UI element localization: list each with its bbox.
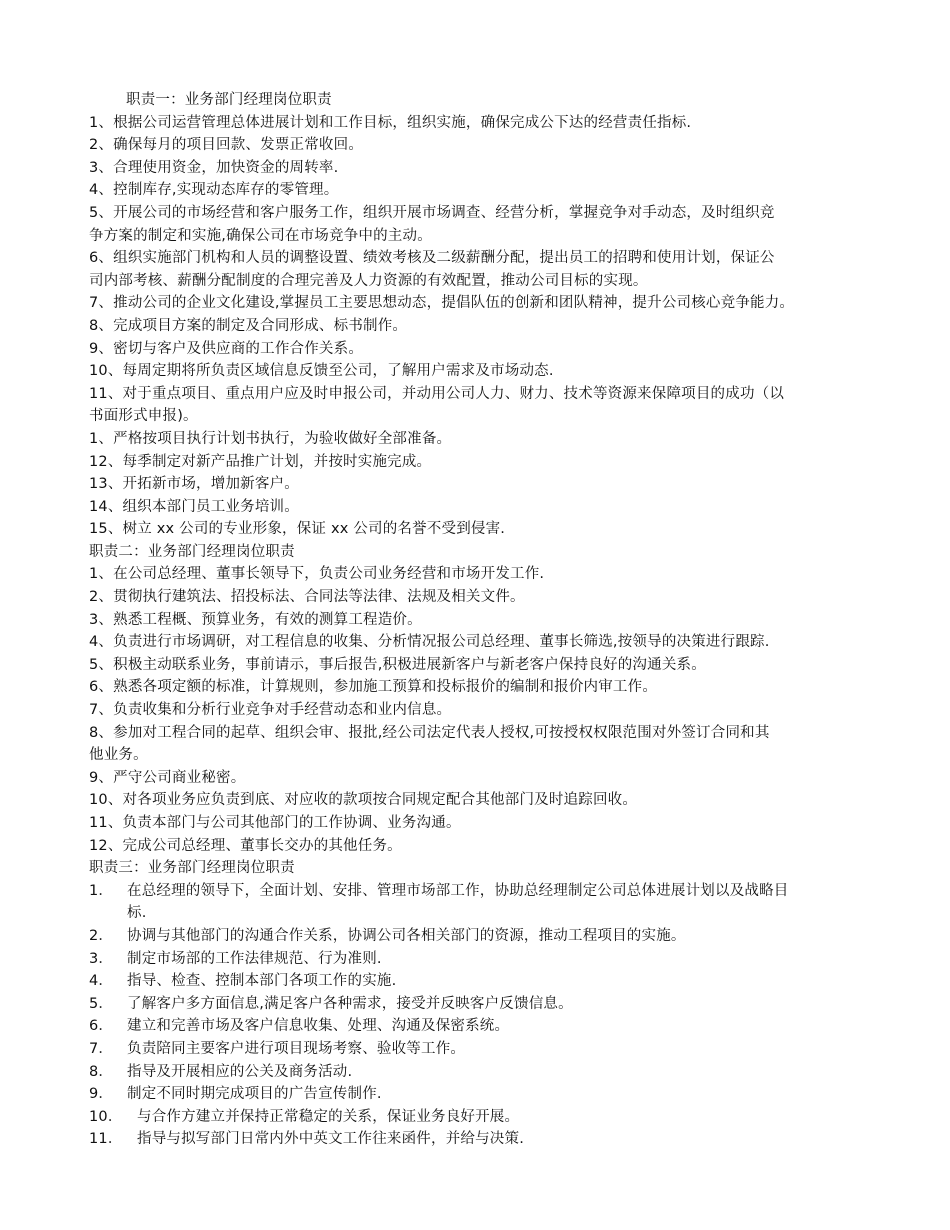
section-2-list <box>89 563 869 857</box>
numbered-item <box>89 970 869 993</box>
item-number: 6． <box>89 1018 114 1035</box>
list-item: 3、熟悉工程概、预算业务，有效的测算工程造价。 <box>89 611 422 628</box>
item-text: 协调与其他部门的沟通合作关系，协调公司各相关部门的资源，推动工程项目的实施。 <box>127 927 686 944</box>
list-item: 8、完成项目方案的制定及合同形成、标书制作。 <box>89 317 408 334</box>
list-item: 5、积极主动联系业务，事前请示，事后报告,积极进展新客户与新老客户保持良好的沟通关系。 <box>89 656 706 673</box>
list-item-continuation: 书面形式申报)。 <box>89 408 198 425</box>
item-number: 11． <box>89 1131 123 1148</box>
list-item: 7、推动公司的企业文化建设,掌握员工主要思想动态，提倡队伍的创新和团队精神，提升公司核心竞争能力。 <box>89 295 795 312</box>
document-body <box>89 89 869 1151</box>
list-item: 11、负责本部门与公司其他部门的工作协调、业务沟通。 <box>89 815 461 831</box>
numbered-item <box>89 880 869 925</box>
item-number: 5． <box>89 995 114 1012</box>
item-text: 建立和完善市场及客户信息收集、处理、沟通及保密系统。 <box>127 1018 510 1035</box>
section-2-heading: 职责二：业务部门经理岗位职责 <box>89 543 295 560</box>
section-1-heading: 职责一：业务部门经理岗位职责 <box>126 92 332 108</box>
list-item: 10、对各项业务应负责到底、对应收的款项按合同规定配合其他部门及时追踪回收。 <box>89 792 638 809</box>
item-text: 与合作方建立并保持正常稳定的关系，保证业务良好开展。 <box>137 1108 520 1125</box>
list-item: 13、开拓新市场，增加新客户。 <box>89 476 299 493</box>
list-item: 6、熟悉各项定额的标准，计算规则，参加施工预算和投标报价的编制和报价内审工作。 <box>89 679 658 696</box>
section-1-list <box>89 112 869 541</box>
list-item: 4、控制库存,实现动态库存的零管理。 <box>89 182 339 199</box>
item-number: 4． <box>89 973 114 990</box>
numbered-item <box>89 1083 869 1106</box>
item-text: 指导及开展相应的公关及商务活动. <box>127 1063 353 1080</box>
list-item: 1、根据公司运营管理总体进展计划和工作目标，组织实施，确保完成公下达的经营责任指标. <box>89 114 692 131</box>
list-item: 14、组织本部门员工业务培训。 <box>89 498 299 515</box>
item-text: 负责陪同主要客户进行项目现场考察、验收等工作。 <box>127 1040 466 1057</box>
item-number: 9． <box>89 1086 114 1103</box>
list-item: 6、组织实施部门机构和人员的调整设置、绩效考核及二级薪酬分配，提出员工的招聘和使用计划，保证公 <box>89 250 775 267</box>
numbered-item <box>89 1128 869 1151</box>
item-text: 了解客户多方面信息,满足客户各种需求，接受并反映客户反馈信息。 <box>127 995 573 1012</box>
item-text: 制定市场部的工作法律规范、行为准则. <box>127 950 382 967</box>
list-item: 9、密切与客户及供应商的工作合作关系。 <box>89 340 364 357</box>
list-item: 12、完成公司总经理、董事长交办的其他任务。 <box>89 837 402 854</box>
section-3-heading: 职责三：业务部门经理岗位职责 <box>89 860 295 877</box>
list-item: 3、合理使用资金，加快资金的周转率. <box>89 159 339 176</box>
list-item: 10、每周定期将所负责区域信息反馈至公司，了解用户需求及市场动态. <box>89 363 554 380</box>
list-item: 5、开展公司的市场经营和客户服务工作，组织开展市场调查、经营分析，掌握竞争对手动态，及时组织竞 <box>89 204 775 221</box>
section-3-list <box>89 880 869 1151</box>
item-text: 指导、检查、控制本部门各项工作的实施. <box>127 973 397 990</box>
item-text-continuation: 标. <box>127 905 147 922</box>
list-item: 9、严守公司商业秘密。 <box>89 769 246 786</box>
list-item: 4、负责进行市场调研，对工程信息的收集、分析情况报公司总经理、董事长筛选,按领导的决策进行跟踪. <box>89 634 770 651</box>
numbered-item <box>89 1015 869 1038</box>
numbered-item <box>89 1106 869 1129</box>
item-number: 7． <box>89 1040 114 1057</box>
list-item: 15、树立 xx 公司的专业形象，保证 xx 公司的名誉不受到侵害. <box>89 521 506 538</box>
numbered-item <box>89 948 869 971</box>
list-item: 1、严格按项目执行计划书执行，为验收做好全部准备。 <box>89 430 452 447</box>
item-text: 在总经理的领导下，全面计划、安排、管理市场部工作，协助总经理制定公司总体进展计划以及战略目 <box>127 882 789 899</box>
item-number: 1． <box>89 882 114 899</box>
numbered-item <box>89 925 869 948</box>
numbered-item <box>89 1061 869 1084</box>
item-number: 8． <box>89 1063 114 1080</box>
item-number: 2． <box>89 927 114 944</box>
numbered-item <box>89 1038 869 1061</box>
item-number: 10． <box>89 1108 123 1125</box>
list-item: 7、负责收集和分析行业竞争对手经营动态和业内信息。 <box>89 702 452 719</box>
list-item-continuation: 他业务。 <box>89 747 148 764</box>
list-item: 8、参加对工程合同的起草、组织会审、报批,经公司法定代表人授权,可按授权权限范围对外签订合同和其 <box>89 724 770 741</box>
list-item-continuation: 争方案的制定和实施,确保公司在市场竞争中的主动。 <box>89 227 432 244</box>
list-item-continuation: 司内部考核、薪酬分配制度的合理完善及人力资源的有效配置，推动公司目标的实现。 <box>89 272 648 289</box>
list-item: 11、对于重点项目、重点用户应及时申报公司，并动用公司人力、财力、技术等资源来保障项目的成功（以 <box>89 385 785 402</box>
list-item: 1、在公司总经理、董事长领导下，负责公司业务经营和市场开发工作. <box>89 566 545 583</box>
list-item: 12、每季制定对新产品推广计划，并按时实施完成。 <box>89 453 432 470</box>
item-number: 3． <box>89 950 114 967</box>
list-item: 2、贯彻执行建筑法、招投标法、合同法等法律、法规及相关文件。 <box>89 589 525 606</box>
list-item: 2、确保每月的项目回款、发票正常收回。 <box>89 137 364 154</box>
item-text: 指导与拟写部门日常内外中英文工作往来函件，并给与决策. <box>137 1131 525 1148</box>
item-text: 制定不同时期完成项目的广告宣传制作. <box>127 1086 382 1103</box>
numbered-item <box>89 993 869 1016</box>
